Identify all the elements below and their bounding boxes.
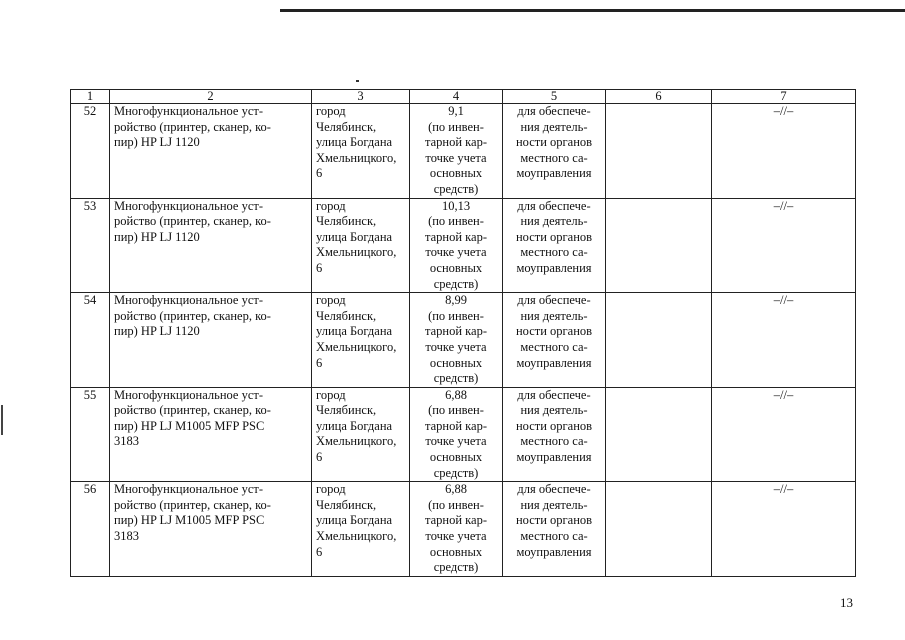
column-number: 4 bbox=[410, 90, 503, 104]
item-name-line: Многофункциональное уст- bbox=[114, 387, 264, 402]
table-row bbox=[71, 293, 856, 388]
item-address-line: Хмельницкого, bbox=[316, 339, 397, 354]
item-address-line: улица Богдана bbox=[316, 513, 393, 528]
item-value-line: (по инвен- bbox=[428, 214, 484, 229]
item-value bbox=[410, 198, 503, 293]
item-col7: –//– bbox=[712, 387, 856, 482]
column-number: 7 bbox=[712, 90, 856, 104]
item-purpose-line: местного са- bbox=[520, 245, 588, 260]
item-purpose bbox=[503, 387, 606, 482]
item-purpose bbox=[503, 198, 606, 293]
column-number: 6 bbox=[606, 90, 712, 104]
item-value-line: тарной кар- bbox=[424, 135, 487, 150]
item-name-line: ройство (принтер, сканер, ко- bbox=[114, 403, 271, 418]
item-col6 bbox=[606, 104, 712, 199]
item-value-line: основных bbox=[429, 166, 483, 181]
item-value-line: основных bbox=[429, 355, 483, 370]
item-col6 bbox=[606, 198, 712, 293]
item-address-line: город bbox=[316, 198, 346, 213]
item-name-line: 3183 bbox=[114, 434, 139, 449]
item-address-line: 6 bbox=[316, 260, 323, 275]
item-name-line: ройство (принтер, сканер, ко- bbox=[114, 119, 271, 134]
row-number: 55 bbox=[71, 387, 110, 482]
item-purpose-line: для обеспече- bbox=[517, 293, 591, 308]
item-purpose-line: моуправления bbox=[516, 355, 592, 370]
item-name-line: Многофункциональное уст- bbox=[114, 198, 264, 213]
item-col7: –//– bbox=[712, 293, 856, 388]
item-value-line: основных bbox=[429, 450, 483, 465]
item-value-line: 10,13 bbox=[441, 198, 471, 213]
item-address bbox=[312, 387, 410, 482]
item-name-line: Многофункциональное уст- bbox=[114, 104, 264, 118]
item-address-line: город bbox=[316, 293, 346, 308]
item-value-line: точке учета bbox=[425, 245, 487, 260]
item-purpose-line: ния деятель- bbox=[520, 119, 588, 134]
item-purpose-line: моуправления bbox=[516, 544, 592, 559]
row-number: 53 bbox=[71, 198, 110, 293]
item-value-line: (по инвен- bbox=[428, 497, 484, 512]
table-row bbox=[71, 387, 856, 482]
item-value-line: точке учета bbox=[425, 339, 487, 354]
item-name bbox=[110, 198, 312, 293]
item-value-line: средств) bbox=[433, 560, 479, 575]
item-address-line: город bbox=[316, 104, 346, 118]
item-purpose-line: ности органов bbox=[515, 135, 593, 150]
item-name-line: ройство (принтер, сканер, ко- bbox=[114, 214, 271, 229]
item-col6 bbox=[606, 482, 712, 577]
item-address-line: 6 bbox=[316, 166, 323, 181]
item-value bbox=[410, 387, 503, 482]
item-purpose-line: для обеспече- bbox=[517, 198, 591, 213]
item-value-line: средств) bbox=[433, 371, 479, 386]
item-purpose bbox=[503, 293, 606, 388]
item-name bbox=[110, 387, 312, 482]
item-value-line: тарной кар- bbox=[424, 418, 487, 433]
item-address bbox=[312, 482, 410, 577]
item-value-line: средств) bbox=[433, 181, 479, 196]
item-address bbox=[312, 104, 410, 199]
item-value-line: (по инвен- bbox=[428, 119, 484, 134]
item-col6 bbox=[606, 387, 712, 482]
row-number: 52 bbox=[71, 104, 110, 199]
table-row bbox=[71, 482, 856, 577]
item-purpose-line: для обеспече- bbox=[517, 387, 591, 402]
column-number: 3 bbox=[312, 90, 410, 104]
item-value-line: основных bbox=[429, 260, 483, 275]
item-value-line: (по инвен- bbox=[428, 403, 484, 418]
item-name bbox=[110, 104, 312, 199]
item-value-line: 9,1 bbox=[448, 104, 464, 118]
item-name-line: пир) HP LJ M1005 MFP PSC bbox=[114, 513, 265, 528]
item-address bbox=[312, 293, 410, 388]
item-address-line: улица Богдана bbox=[316, 135, 393, 150]
item-address-line: 6 bbox=[316, 450, 323, 465]
item-purpose bbox=[503, 104, 606, 199]
item-purpose-line: ности органов bbox=[515, 418, 593, 433]
item-purpose-line: ния деятель- bbox=[520, 308, 588, 323]
item-address-line: Челябинск, bbox=[316, 214, 377, 229]
item-value-line: 8,99 bbox=[445, 293, 467, 308]
item-purpose bbox=[503, 482, 606, 577]
table-row bbox=[71, 198, 856, 293]
item-address-line: Хмельницкого, bbox=[316, 245, 397, 260]
table-row bbox=[71, 104, 856, 199]
item-address-line: улица Богдана bbox=[316, 229, 393, 244]
column-number: 1 bbox=[71, 90, 110, 104]
item-value bbox=[410, 482, 503, 577]
item-value-line: точке учета bbox=[425, 529, 487, 544]
item-value-line: тарной кар- bbox=[424, 513, 487, 528]
item-purpose-line: местного са- bbox=[520, 434, 588, 449]
row-number: 56 bbox=[71, 482, 110, 577]
item-value-line: средств) bbox=[433, 465, 479, 480]
item-purpose-line: моуправления bbox=[516, 450, 592, 465]
column-number: 5 bbox=[503, 90, 606, 104]
item-name-line: пир) HP LJ 1120 bbox=[114, 135, 200, 150]
item-address-line: город bbox=[316, 482, 346, 497]
item-purpose-line: для обеспече- bbox=[517, 104, 591, 118]
item-address-line: город bbox=[316, 387, 346, 402]
item-name bbox=[110, 293, 312, 388]
property-table bbox=[70, 89, 856, 577]
item-value-line: точке учета bbox=[425, 434, 487, 449]
item-name-line: ройство (принтер, сканер, ко- bbox=[114, 308, 271, 323]
item-purpose-line: моуправления bbox=[516, 166, 592, 181]
item-purpose-line: моуправления bbox=[516, 260, 592, 275]
item-purpose-line: ния деятель- bbox=[520, 497, 588, 512]
item-value-line: 6,88 bbox=[445, 387, 467, 402]
page-number: 13 bbox=[840, 595, 853, 610]
item-purpose-line: местного са- bbox=[520, 339, 588, 354]
item-purpose-line: ния деятель- bbox=[520, 403, 588, 418]
item-name-line: ройство (принтер, сканер, ко- bbox=[114, 497, 271, 512]
item-name-line: Многофункциональное уст- bbox=[114, 293, 264, 308]
item-value-line: тарной кар- bbox=[424, 229, 487, 244]
item-purpose-line: ности органов bbox=[515, 324, 593, 339]
item-name-line: Многофункциональное уст- bbox=[114, 482, 264, 497]
item-value bbox=[410, 293, 503, 388]
item-address bbox=[312, 198, 410, 293]
top-rule bbox=[280, 0, 905, 12]
item-address-line: Хмельницкого, bbox=[316, 150, 397, 165]
item-name-line: пир) HP LJ M1005 MFP PSC bbox=[114, 418, 265, 433]
item-purpose-line: местного са- bbox=[520, 529, 588, 544]
column-number: 2 bbox=[110, 90, 312, 104]
item-address-line: Челябинск, bbox=[316, 119, 377, 134]
item-col7: –//– bbox=[712, 482, 856, 577]
item-purpose-line: ния деятель- bbox=[520, 214, 588, 229]
item-value-line: точке учета bbox=[425, 150, 487, 165]
item-name bbox=[110, 482, 312, 577]
item-value-line: (по инвен- bbox=[428, 308, 484, 323]
item-col6 bbox=[606, 293, 712, 388]
item-address-line: Челябинск, bbox=[316, 308, 377, 323]
item-address-line: улица Богдана bbox=[316, 324, 393, 339]
item-address-line: Челябинск, bbox=[316, 403, 377, 418]
item-purpose-line: для обеспече- bbox=[517, 482, 591, 497]
item-value-line: средств) bbox=[433, 276, 479, 291]
property-table-body bbox=[71, 90, 856, 577]
item-purpose-line: ности органов bbox=[515, 513, 593, 528]
item-address-line: улица Богдана bbox=[316, 418, 393, 433]
item-col7: –//– bbox=[712, 104, 856, 199]
column-number-row bbox=[71, 90, 856, 104]
item-address-line: 6 bbox=[316, 544, 323, 559]
item-value-line: тарной кар- bbox=[424, 324, 487, 339]
item-address-line: Хмельницкого, bbox=[316, 434, 397, 449]
item-name-line: пир) HP LJ 1120 bbox=[114, 324, 200, 339]
item-address-line: Хмельницкого, bbox=[316, 529, 397, 544]
item-value-line: основных bbox=[429, 544, 483, 559]
item-purpose-line: местного са- bbox=[520, 150, 588, 165]
margin-mark bbox=[1, 405, 3, 435]
item-value-line: 6,88 bbox=[445, 482, 467, 497]
row-number: 54 bbox=[71, 293, 110, 388]
item-name-line: 3183 bbox=[114, 529, 139, 544]
item-purpose-line: ности органов bbox=[515, 229, 593, 244]
item-name-line: пир) HP LJ 1120 bbox=[114, 229, 200, 244]
item-address-line: 6 bbox=[316, 355, 323, 370]
item-col7: –//– bbox=[712, 198, 856, 293]
scan-speck bbox=[356, 80, 359, 82]
item-address-line: Челябинск, bbox=[316, 497, 377, 512]
item-value bbox=[410, 104, 503, 199]
